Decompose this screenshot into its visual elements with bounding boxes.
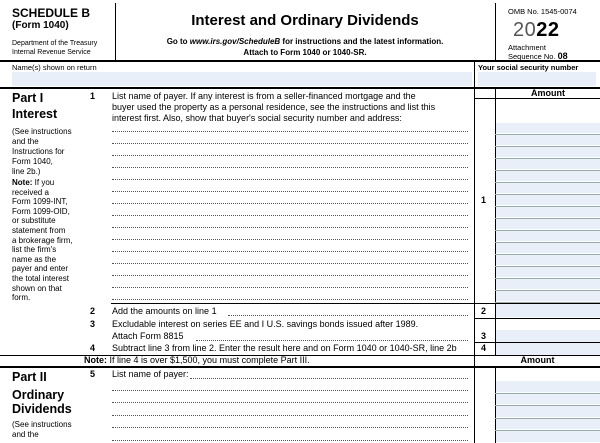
line2-text: Add the amounts on line 1 [112,306,217,316]
goto-line [116,38,494,46]
see-instr-line: Instructions for [12,147,65,156]
payer-name-line[interactable] [112,251,468,252]
goto-url[interactable]: www.irs.gov/ScheduleB [189,37,281,46]
payer-amount-field[interactable] [496,231,600,241]
see-instr-line: and the [12,137,39,146]
payer-amount-field[interactable] [496,135,600,145]
see-instr-line: (See instructions [12,127,72,136]
goto-prefix: Go to [166,37,190,46]
line4-number: 4 [90,343,96,353]
note-line: Form 1099-OID, [12,206,70,216]
payer-amount-field[interactable] [496,394,600,405]
payer-amount-field[interactable] [496,255,600,265]
note-line: a brokerage firm, [12,235,73,245]
part2-title-2: Dividends [12,402,72,416]
payer-name-line[interactable] [112,227,468,228]
ssn-label: Your social security number [478,63,579,72]
goto-suffix: for instructions and the latest information. [280,37,444,46]
line3-leader [196,340,468,341]
line1-text-2: buyer used the property as a personal residence, see the instructions and list this [112,102,436,112]
see-instr-line: line 2b.) [12,167,41,176]
year-light: 20 [513,19,537,41]
see-instr-line: Form 1040, [12,157,53,166]
payer-amount-field[interactable] [496,207,600,217]
note-line: or substitute [12,216,56,226]
dept-line-1: Department of the Treasury [12,40,98,47]
payer-name-line[interactable] [112,427,468,428]
omb-number: OMB No. 1545-0074 [508,7,577,16]
dept-line-2: Internal Revenue Service [12,49,91,56]
attachment-label: Attachment [508,43,546,52]
payer-name-line[interactable] [112,155,468,156]
form-ref: (Form 1040) [12,20,69,31]
bottom-note-text: If line 4 is over $1,500, you must complete Part III. [107,355,310,365]
part1-bottom-note [84,356,310,365]
payer-name-line[interactable] [112,390,468,391]
ssn-field[interactable] [478,72,596,86]
header-bottom-rule [0,60,600,62]
line3-amount-field[interactable] [496,330,600,342]
payer-amount-field[interactable] [496,279,600,289]
line2-amount-field[interactable] [496,304,600,317]
payer-amount-field[interactable] [496,406,600,417]
payer-amount-field[interactable] [496,219,600,229]
box-label-divider [474,88,475,356]
part2-title-1: Ordinary [12,388,65,402]
payer-name-line[interactable] [112,402,468,403]
line5-leader [190,378,468,379]
note-line: the total interest [12,273,69,283]
note-line: shown on that [12,283,62,293]
attach-line: Attach to Form 1040 or 1040-SR. [243,48,367,57]
payer-name-line[interactable] [112,191,468,192]
payer-name-line[interactable] [112,287,468,288]
part1-amount-header: Amount [531,88,565,98]
payer-name-line[interactable] [112,143,468,144]
part1-title: Interest [12,107,58,121]
line2-box-label: 2 [481,306,487,316]
note-line: payer and enter [12,264,69,274]
part2-see-instr-2: and the [12,430,39,439]
line1-text-3: interest first. Also, show that buyer's social security number and address: [112,113,402,123]
note-line: statement from [12,225,66,235]
sequence-label: Sequence No. [508,52,556,61]
line1-box-label: 1 [481,195,487,205]
line3-number: 3 [90,319,96,329]
part2-label: Part II [12,370,47,384]
bottom-note-label: Note: [84,355,107,365]
header-divider-right [495,3,496,60]
tax-year [513,20,560,40]
part2-amount-header: Amount [520,355,555,365]
note-line: received a [12,187,49,197]
line2-number: 2 [90,306,96,316]
note-line: list the firm's [12,245,57,255]
note-line: If you [32,178,55,187]
note-line: name as the [12,254,57,264]
payer-amount-field[interactable] [496,123,600,133]
line5-number: 5 [90,369,96,379]
payer-name-line[interactable] [112,131,468,132]
payer-amount-field[interactable] [496,291,600,301]
payer-amount-field[interactable] [496,243,600,253]
payer-name-line[interactable] [112,440,468,441]
form-title: Interest and Ordinary Dividends [191,12,419,29]
line4-text: Subtract line 3 from line 2. Enter the result here and on Form 1040 or 1040-SR, line 2b [112,343,457,353]
name-field[interactable] [12,72,472,86]
line3-top-rule [474,318,600,319]
line5-text: List name of payer: [112,369,189,379]
payer-name-line[interactable] [112,203,468,204]
line3-box-label: 3 [481,331,487,341]
year-bold: 22 [536,19,560,41]
payer-name-line[interactable] [112,415,468,416]
part1-note-label: Note: [12,178,33,187]
line4-box-label: 4 [481,343,487,353]
line1-number: 1 [90,91,96,101]
payer-amount-field[interactable] [496,147,600,157]
part1-label: Part I [12,91,44,105]
part1-note [12,178,94,303]
payer-amount-field[interactable] [496,159,600,169]
line4-amount-field[interactable] [496,343,600,355]
sequence-number: 08 [557,51,568,61]
note-line: form. [12,293,31,303]
payer-name-line[interactable] [112,239,468,240]
payer-name-line[interactable] [112,263,468,264]
amount-header-rule [474,98,600,99]
payer-name-line[interactable] [112,215,468,216]
part1-see-instructions [12,127,92,177]
payer-name-line[interactable] [112,179,468,180]
payer-amount-field[interactable] [496,195,600,205]
name-label: Name(s) shown on return [12,63,97,72]
note-line: Form 1099-INT, [12,197,68,207]
ssn-divider [474,61,475,87]
payer-amount-field[interactable] [496,431,600,442]
part2-box-divider [474,367,475,443]
payer-name-line[interactable] [112,167,468,168]
line2-leader [228,315,468,316]
payer-amount-field[interactable] [496,381,600,392]
part1-bottom-rule [0,366,600,368]
payer-amount-field[interactable] [496,267,600,277]
line3-text-1: Excludable interest on series EE and I U.S. savings bonds issued after 1989. [112,319,419,329]
payer-name-line[interactable] [112,275,468,276]
part2-see-instr-1: (See instructions [12,420,72,429]
payer-amount-field[interactable] [496,419,600,430]
schedule-label: SCHEDULE B [12,6,91,20]
payer-amount-field[interactable] [496,183,600,193]
payer-name-line[interactable] [112,299,468,300]
payer-amount-field[interactable] [496,171,600,181]
line1-text-1: List name of payer. If any interest is from a seller-financed mortgage and the [112,91,416,101]
line3-text-2: Attach Form 8815 [112,331,184,341]
